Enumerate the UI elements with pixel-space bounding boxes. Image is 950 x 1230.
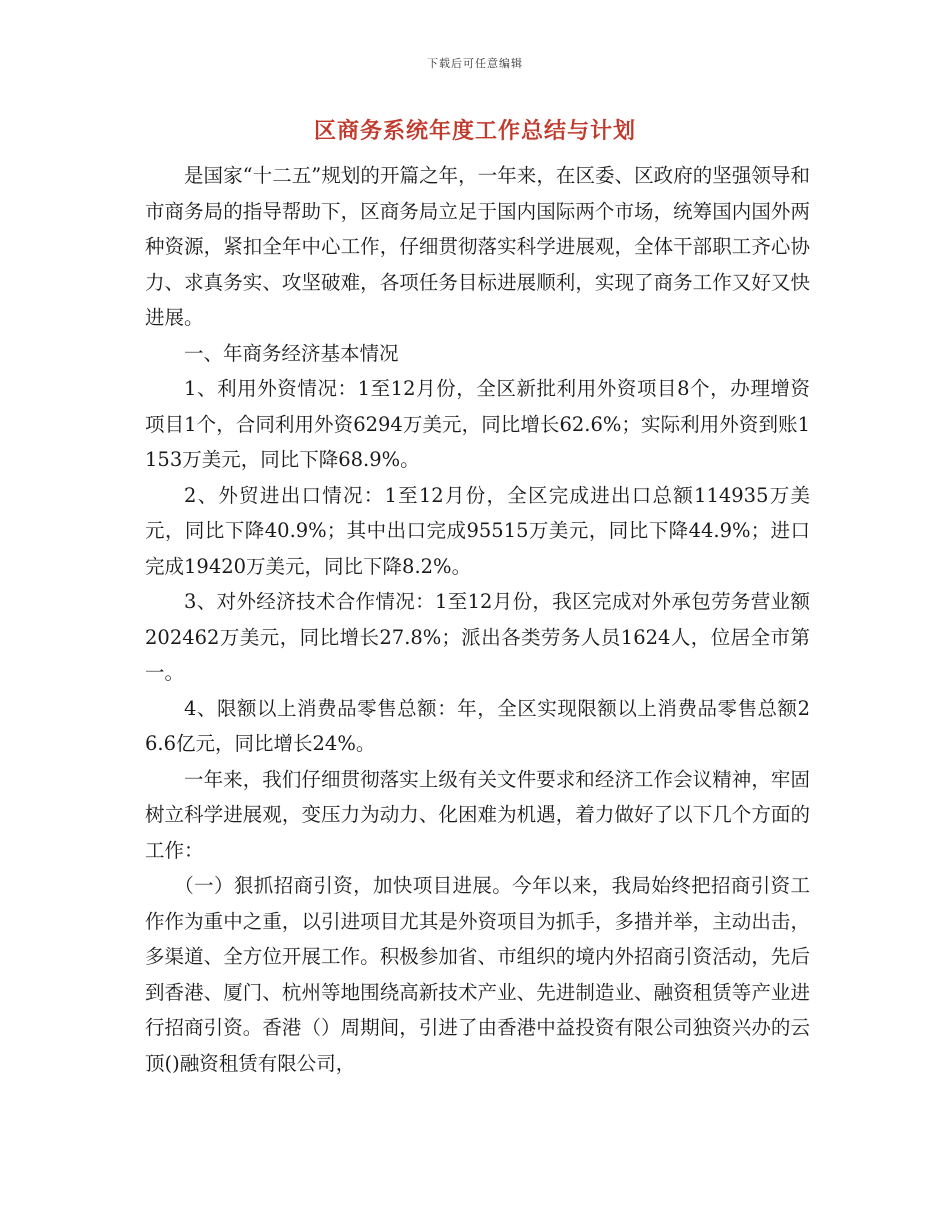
download-note: 下载后可任意编辑	[427, 57, 523, 70]
foreign-trade-paragraph: 2、外贸进出口情况：1至12月份，全区完成进出口总额114935万美元，同比下降40.9%；其中出口完成95515万美元，同比下降44.9%；进口完成19420万美元，同比下降8.2%。	[145, 483, 810, 578]
document-body	[145, 158, 810, 1081]
section-heading-basic-situation: 一、年商务经济基本情况	[184, 341, 399, 365]
work-summary-paragraph: 一年来，我们仔细贯彻落实上级有关文件要求和经济工作会议精神，牢固树立科学进展观，变压力为动力、化困难为机遇，着力做好了以下几个方面的工作：	[145, 767, 810, 862]
document-title: 区商务系统年度工作总结与计划	[313, 118, 636, 144]
economic-cooperation-paragraph: 3、对外经济技术合作情况：1至12月份，我区完成对外承包劳务营业额202462万美元，同比增长27.8%；派出各类劳务人员1624人，位居全市第一。	[145, 590, 810, 684]
foreign-investment-paragraph: 1、利用外资情况：1至12月份，全区新批利用外资项目8个，办理增资项目1个，合同利用外资6294万美元，同比增长62.6%；实际利用外资到账1153万美元，同比下降68.9%。	[145, 377, 810, 471]
investment-attraction-paragraph: （一）狠抓招商引资，加快项目进展。今年以来，我局始终把招商引资工作作为重中之重，以引进项目尤其是外资项目为抓手，多措并举，主动出击，多渠道、全方位开展工作。积极参加省、市组织的境内外招商引资活动，先后到香港、厦门、杭州等地围绕高新技术产业、先进制造业、融资租赁等产业进行招商引资。香港（）周期间，引进了由香港中益投资有限公司独资兴办的云顶()融资租赁有限公司，	[145, 874, 810, 1075]
retail-sales-paragraph: 4、限额以上消费品零售总额：年，全区实现限额以上消费品零售总额26.6亿元，同比增长24%。	[145, 696, 810, 755]
intro-paragraph: 是国家“十二五”规划的开篇之年，一年来，在区委、区政府的坚强领导和市商务局的指导帮助下，区商务局立足于国内国际两个市场，统筹国内国外两种资源，紧扣全年中心工作，仔细贯彻落实科学进展观，全体干部职工齐心协力、求真务实、攻坚破难，各项任务目标进展顺利，实现了商务工作又好又快进展。	[145, 164, 810, 329]
